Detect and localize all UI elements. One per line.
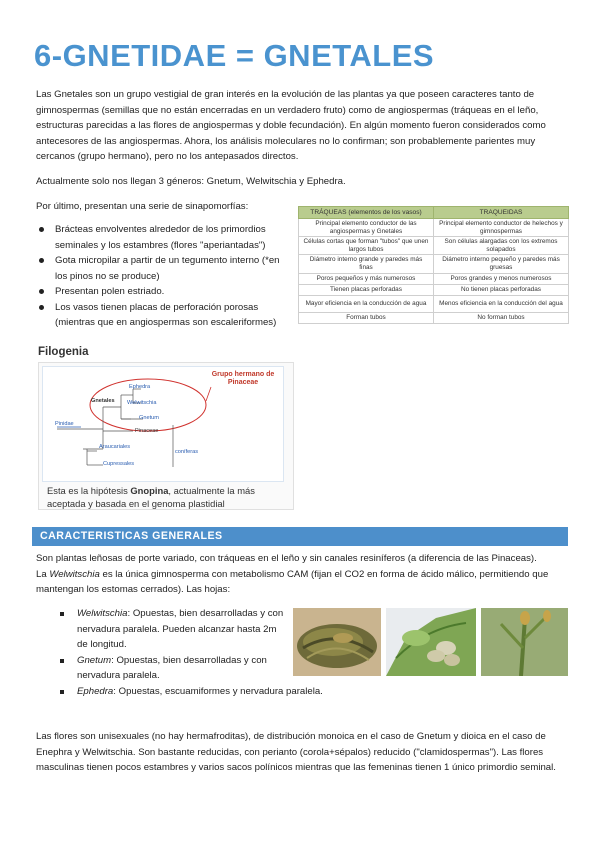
list-item: Brácteas envolventes alrededor de los primordios seminales y los estambres (flores "aperiantadas") [36, 222, 294, 253]
table-row: Mayor eficiencia en la conducción de agua Menos eficiencia en la conducción del agua [299, 295, 569, 312]
synapomorphies-intro: Por último, presentan una serie de sinapomorfías: [36, 201, 249, 212]
table-row: Diámetro interno grande y paredes más finas Diámetro interno pequeño y paredes más gruesas [299, 255, 569, 273]
table-row: Poros pequeños y más numerosos Poros grandes y menos numerosos [299, 273, 569, 284]
table-row: Tienen placas perforadas No tienen placas perforadas [299, 284, 569, 295]
comparison-table [298, 206, 569, 324]
synapomorphies-list [36, 222, 294, 331]
label-coniferas: coníferas [175, 449, 199, 455]
table-row: Forman tubos No forman tubos [299, 312, 569, 323]
label-sister-group: Grupo hermano de Pinaceae [211, 371, 275, 386]
square-bullet-icon [60, 659, 64, 663]
label-gnetum: Gnetum [139, 415, 159, 421]
table-row: Principal elemento conductor de las angiospermas y Gnetales Principal elemento conductor de helechos y gimnospermas [299, 219, 569, 237]
flowers-paragraph: Las flores son unisexuales (no hay hermafroditas), de distribución monoica en el caso de Gnetum y dioica en el caso de Enephra y Welwitschia. Son bastante reducidas, con perianto (corola+sépalos) reducido ("clamidospermas"). Las flores masculinas tienen pocos estambres y varios sacos polínicos mientras que las femeninas tienen 1 único primordio seminal. [36, 731, 556, 773]
label-cupressales: Cupressales [103, 461, 135, 467]
bullet-icon [39, 258, 44, 263]
square-bullet-icon [60, 690, 64, 694]
section-heading: CARACTERISTICAS GENERALES [32, 527, 568, 546]
phylogeny-figure [38, 362, 294, 510]
list-item: Los vasos tienen placas de perforación porosas (mientras que en angiospermas son escaleriformes) [36, 300, 294, 331]
list-item: Gnetum: Opuestas, bien desarrolladas y con nervadura paralela. [58, 653, 288, 684]
label-araucariales: Araucariales [99, 444, 131, 450]
column-header: TRÁQUEAS (elementos de los vasos) [299, 207, 434, 219]
column-header: TRAQUEIDAS [434, 207, 569, 219]
bullet-icon [39, 289, 44, 294]
label-pinaceae: Pinaceae [135, 428, 159, 434]
ephedra-photo [481, 608, 568, 676]
leaves-list [58, 606, 323, 699]
label-welwitschia: Welwitschia [127, 400, 157, 406]
genera-paragraph: Actualmente solo nos llegan 3 géneros: Gnetum, Welwitschia y Ephedra. [36, 176, 346, 187]
label-pinidae: Pinidae [55, 421, 74, 427]
bullet-icon [39, 305, 44, 310]
general-paragraph: Son plantas leñosas de porte variado, con tráqueas en el leño y sin canales resiníferos (a diferencia de las Pinaceas). La Welwitschia es la única gimnosperma con metabolismo CAM (fijan el CO2 en forma de ácido málico, permitiendo que mantengan los estomas cerrados). Las hojas: [36, 553, 549, 595]
square-bullet-icon [60, 612, 64, 616]
gnetum-photo [386, 608, 476, 676]
page-title: 6-GNETIDAE = GNETALES [34, 38, 435, 73]
label-ephedra: Ephedra [129, 384, 151, 390]
list-item: Welwitschia: Opuestas, bien desarrolladas y con nervadura paralela. Pueden alcanzar hasta 2m de longitud. [58, 606, 288, 653]
phylogeny-heading: Filogenia [38, 346, 89, 358]
table-row: Células cortas que forman "tubos" que unen largos tubos Son células alargadas con los extremos solapados [299, 237, 569, 255]
bullet-icon [39, 227, 44, 232]
welwitschia-photo [293, 608, 381, 676]
table-header-row [299, 207, 569, 219]
phylogeny-tree [42, 366, 284, 482]
phylogeny-caption: Esta es la hipótesis Gnopina, actualmente la más aceptada y basada en el genoma plastidial [47, 485, 255, 509]
label-gnetales: Gnetales [91, 398, 115, 404]
list-item: Presentan polen estriado. [36, 284, 294, 300]
list-item: Ephedra: Opuestas, escuamiformes y nervadura paralela. [58, 684, 288, 700]
list-item: Gota micropilar a partir de un tegumento interno (*en los pinos no se produce) [36, 253, 294, 284]
sister-group-pointer [206, 387, 211, 401]
plant-photos [293, 608, 568, 676]
intro-paragraph: Las Gnetales son un grupo vestigial de gran interés en la evolución de las plantas ya que poseen caracteres tanto de gimnospermas (semillas que no están encerradas en un verdadero fruto) como de angiospermas (tráqueas en el leño, estructuras parecidas a las flores de angiospermas y doble fecundación). En algún momento fueron considerados como antecesores de las angiospermas. Ahora, los análisis moleculares no lo confirman; son probablemente parientes muy cercanos (grupo hermano), pero no los antepasados directos. [36, 89, 546, 162]
